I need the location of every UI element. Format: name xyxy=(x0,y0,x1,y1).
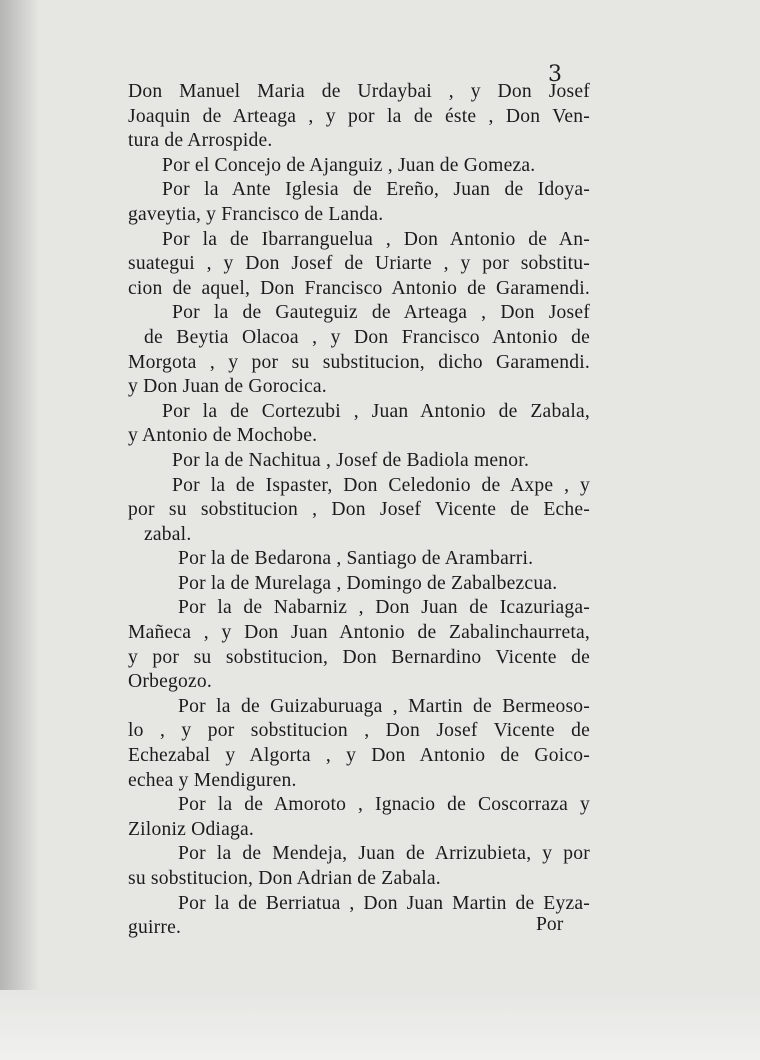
text-line: cion de aquel, Don Francisco Antonio de Garamendi. xyxy=(128,277,590,299)
text-line: y Antonio de Mochobe. xyxy=(128,425,318,447)
text-line: y por su sobstitucion, Don Bernardino Vicente de xyxy=(128,646,590,668)
text-line: echea y Mendiguren. xyxy=(128,769,297,791)
text-line: Por la de Nabarniz , Don Juan de Icazuriaga- xyxy=(178,597,590,619)
page-number: 3 xyxy=(548,62,562,87)
text-line: Por la de Mendeja, Juan de Arrizubieta, y por xyxy=(178,843,590,865)
page-gutter-shadow xyxy=(0,0,40,1060)
text-line: Por la de Cortezubi , Juan Antonio de Zabala, xyxy=(162,400,590,422)
text-line: Por la de Gauteguiz de Arteaga , Don Josef xyxy=(172,302,590,324)
text-line: Por la de Amoroto , Ignacio de Coscorraza y xyxy=(178,794,590,816)
text-line: Por la Ante Iglesia de Ereño, Juan de Idoya- xyxy=(162,179,590,201)
text-line: Por la de Bedarona , Santiago de Arambarri. xyxy=(178,548,534,570)
text-line: zabal. xyxy=(144,523,192,545)
text-line: de Beytia Olacoa , y Don Francisco Antonio de xyxy=(144,326,590,348)
text-line: Por la de Ibarranguelua , Don Antonio de An- xyxy=(162,228,590,250)
page-bottom-margin xyxy=(0,990,760,1060)
text-line: Por la de Nachitua , Josef de Badiola menor. xyxy=(172,449,530,471)
text-line: su sobstitucion, Don Adrian de Zabala. xyxy=(128,868,441,889)
text-line: Joaquin de Arteaga , y por la de éste , Don Ven- xyxy=(128,105,590,127)
catchword: Por xyxy=(536,914,564,935)
text-line: tura de Arrospide. xyxy=(128,130,273,152)
text-line: suategui , y Don Josef de Uriarte , y por sobstitu- xyxy=(128,253,590,275)
text-line: Por la de Berriatua , Don Juan Martin de Eyza- xyxy=(178,892,590,914)
text-line: Por la de Murelaga , Domingo de Zabalbezcua. xyxy=(178,572,558,594)
text-line: Don Manuel Maria de Urdaybai , y Don Josef xyxy=(128,81,590,102)
text-line: Ziloniz Odiaga. xyxy=(128,818,254,840)
text-line: gaveytia, y Francisco de Landa. xyxy=(128,203,384,225)
text-line: por su sobstitucion , Don Josef Vicente de Eche- xyxy=(128,499,590,521)
text-line: guirre. xyxy=(128,917,182,939)
text-line: Mañeca , y Don Juan Antonio de Zabalinchaurreta, xyxy=(128,622,590,644)
body-text xyxy=(128,80,590,941)
text-line: Por la de Ispaster, Don Celedonio de Axpe , y xyxy=(172,474,590,496)
text-line: Por la de Guizaburuaga , Martin de Bermeoso- xyxy=(178,695,590,717)
text-line: y Don Juan de Gorocica. xyxy=(128,376,327,398)
text-line: Echezabal y Algorta , y Don Antonio de Goico- xyxy=(128,745,590,767)
text-line: Por el Concejo de Ajanguiz , Juan de Gomeza. xyxy=(162,154,536,176)
text-line: Morgota , y por su substitucion, dicho Garamendi. xyxy=(128,351,590,373)
text-line: lo , y por sobstitucion , Don Josef Vicente de xyxy=(128,720,590,742)
text-line: Orbegozo. xyxy=(128,671,212,693)
